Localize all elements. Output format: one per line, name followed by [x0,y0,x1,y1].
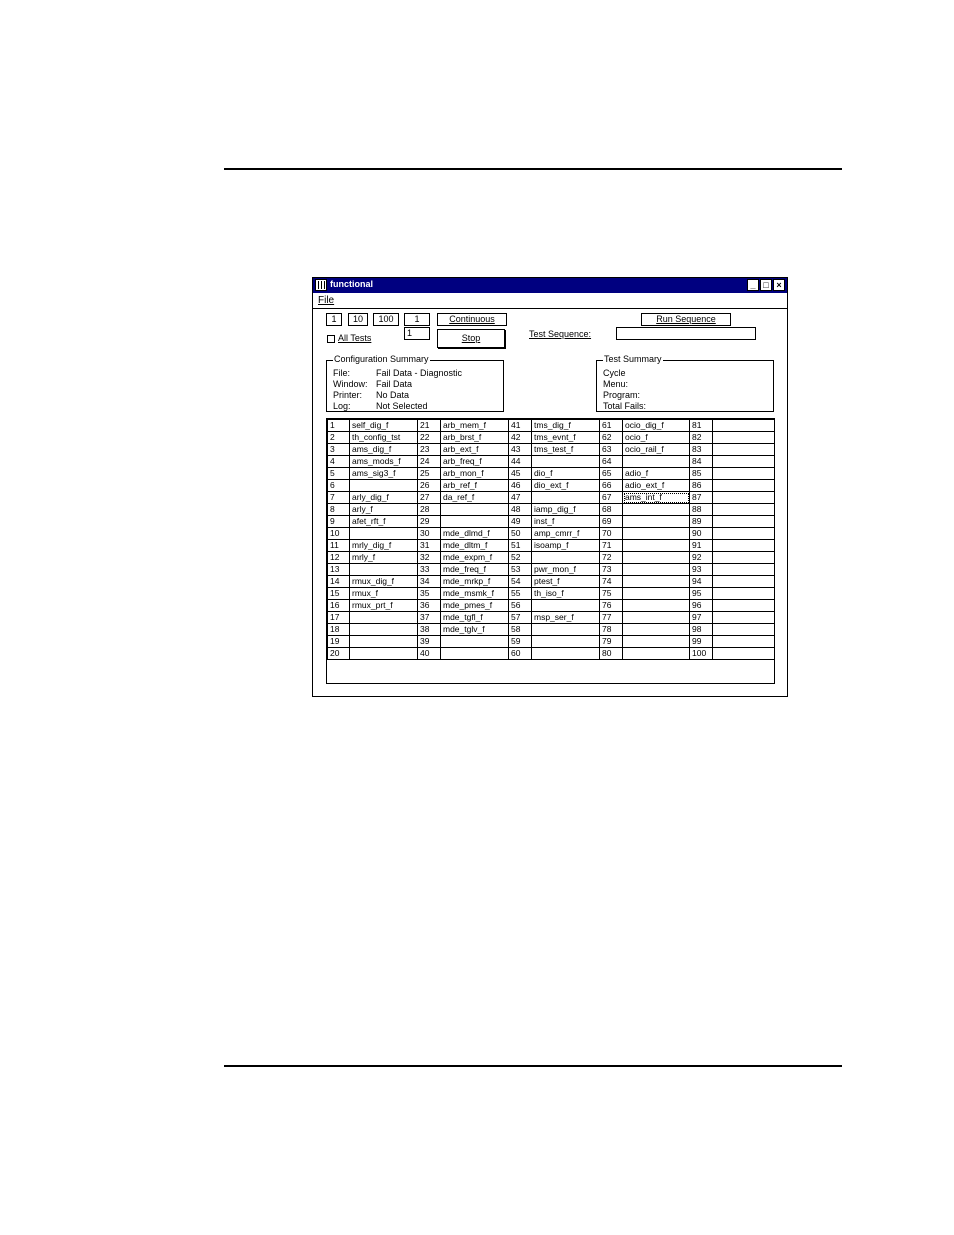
test-number-cell[interactable]: 39 [418,636,441,648]
test-number-cell[interactable]: 96 [690,600,713,612]
test-number-cell[interactable]: 38 [418,624,441,636]
test-number-cell[interactable]: 57 [509,612,532,624]
test-number-cell[interactable]: 79 [600,636,623,648]
test-name-cell[interactable]: adio_f [623,468,690,480]
test-name-cell[interactable] [623,528,690,540]
test-name-cell[interactable] [713,540,775,552]
test-number-cell[interactable]: 22 [418,432,441,444]
test-number-cell[interactable]: 72 [600,552,623,564]
test-name-cell[interactable]: amp_cmrr_f [532,528,600,540]
count-10-button[interactable]: 10 [348,313,368,326]
test-number-cell[interactable]: 91 [690,540,713,552]
test-number-cell[interactable]: 67 [600,492,623,504]
test-name-cell[interactable]: iamp_dig_f [532,504,600,516]
test-name-cell[interactable] [623,576,690,588]
test-number-cell[interactable]: 77 [600,612,623,624]
test-number-cell[interactable]: 92 [690,552,713,564]
test-number-cell[interactable]: 64 [600,456,623,468]
test-name-cell[interactable] [623,564,690,576]
config-printer-label: Printer: [333,390,363,400]
test-number-cell[interactable]: 88 [690,504,713,516]
config-file-label: File: [333,368,351,378]
test-name-cell[interactable]: ams_mods_f [350,456,418,468]
test-name-cell[interactable] [623,648,690,660]
test-number-cell[interactable]: 24 [418,456,441,468]
test-summary-title: Test Summary [604,354,662,364]
config-log-label: Log: [333,401,351,411]
test-number-cell[interactable]: 35 [418,588,441,600]
test-number-cell[interactable]: 100 [690,648,713,660]
test-name-cell[interactable] [350,636,418,648]
test-number-cell[interactable]: 34 [418,576,441,588]
app-icon[interactable] [315,279,327,291]
test-name-cell[interactable] [532,456,600,468]
test-name-cell[interactable] [713,420,775,432]
table-row [328,600,775,612]
test-number-cell[interactable]: 28 [418,504,441,516]
test-number-cell[interactable]: 73 [600,564,623,576]
test-name-cell[interactable] [532,624,600,636]
window-title: functional [330,279,373,289]
test-name-cell[interactable] [623,456,690,468]
test-name-cell[interactable]: da_ref_f [441,492,509,504]
table-row [328,480,775,492]
test-name-cell[interactable] [441,648,509,660]
test-name-cell[interactable]: mde_mrkp_f [441,576,509,588]
test-name-cell[interactable]: tms_dig_f [532,420,600,432]
test-name-cell[interactable]: mrly_dig_f [350,540,418,552]
test-name-cell[interactable] [441,516,509,528]
test-name-cell[interactable]: pwr_mon_f [532,564,600,576]
test-number-cell[interactable]: 21 [418,420,441,432]
test-name-cell[interactable] [713,600,775,612]
test-number-cell[interactable]: 17 [328,612,350,624]
test-name-cell[interactable]: dio_f [532,468,600,480]
test-number-cell[interactable]: 93 [690,564,713,576]
test-name-cell[interactable]: mde_tglv_f [441,624,509,636]
config-file-row [333,368,462,378]
test-number-cell[interactable]: 18 [328,624,350,636]
table-row [328,528,775,540]
test-name-cell[interactable] [713,444,775,456]
test-name-cell[interactable]: mde_dlmd_f [441,528,509,540]
test-name-cell[interactable] [713,636,775,648]
test-number-cell[interactable]: 80 [600,648,623,660]
test-name-cell[interactable]: arb_ref_f [441,480,509,492]
test-name-cell[interactable]: ptest_f [532,576,600,588]
test-name-cell[interactable] [441,504,509,516]
test-number-cell[interactable]: 55 [509,588,532,600]
test-name-cell[interactable]: ams_dig_f [350,444,418,456]
test-number-cell[interactable]: 46 [509,480,532,492]
test-number-cell[interactable]: 62 [600,432,623,444]
test-summary-group [596,354,774,412]
test-name-cell[interactable]: th_config_tst [350,432,418,444]
all-tests-checkbox[interactable] [327,335,335,343]
table-row [328,576,775,588]
test-name-cell[interactable]: ocio_dig_f [623,420,690,432]
test-name-cell[interactable]: mde_msmk_f [441,588,509,600]
table-row [328,540,775,552]
test-number-cell[interactable]: 84 [690,456,713,468]
test-number-cell[interactable]: 76 [600,600,623,612]
test-name-cell[interactable]: arb_mem_f [441,420,509,432]
test-name-cell[interactable] [713,504,775,516]
test-number-cell[interactable]: 36 [418,600,441,612]
test-number-cell[interactable]: 81 [690,420,713,432]
test-number-cell[interactable]: 47 [509,492,532,504]
test-name-cell[interactable] [623,624,690,636]
test-name-cell[interactable] [350,528,418,540]
test-number-cell[interactable]: 7 [328,492,350,504]
test-name-cell[interactable] [713,468,775,480]
count-1-button[interactable]: 1 [326,313,342,326]
config-window-label: Window: [333,379,368,389]
test-number-cell[interactable]: 86 [690,480,713,492]
test-name-cell[interactable] [623,504,690,516]
test-number-cell[interactable]: 63 [600,444,623,456]
table-row [328,612,775,624]
test-number-cell[interactable]: 56 [509,600,532,612]
test-name-cell[interactable] [532,600,600,612]
test-number-cell[interactable]: 42 [509,432,532,444]
test-number-cell[interactable]: 13 [328,564,350,576]
test-number-cell[interactable]: 50 [509,528,532,540]
test-number-cell[interactable]: 41 [509,420,532,432]
test-name-cell[interactable]: ams_sig3_f [350,468,418,480]
test-table-body [328,420,775,660]
test-name-cell[interactable]: tms_evnt_f [532,432,600,444]
test-name-cell[interactable] [713,576,775,588]
test-name-cell[interactable] [532,552,600,564]
table-row [328,456,775,468]
test-name-cell[interactable]: rmux_dig_f [350,576,418,588]
page-header-rule [224,168,842,170]
test-number-cell[interactable]: 59 [509,636,532,648]
test-name-cell[interactable]: mde_tgfl_f [441,612,509,624]
test-name-cell[interactable] [623,552,690,564]
test-number-cell[interactable]: 1 [328,420,350,432]
test-number-cell[interactable]: 83 [690,444,713,456]
test-number-cell[interactable]: 32 [418,552,441,564]
test-summary-program: Program: [603,390,641,400]
test-summary-cycle: Cycle [603,368,626,378]
test-number-cell[interactable]: 31 [418,540,441,552]
table-row [328,648,775,660]
test-name-cell[interactable]: adio_ext_f [623,480,690,492]
functional-window [312,277,788,697]
test-name-cell[interactable]: arly_f [350,504,418,516]
count-value-field[interactable]: 1 [404,313,430,326]
run-sequence-button[interactable] [641,313,731,326]
loop-count-input[interactable]: 1 [404,327,430,340]
test-name-cell[interactable]: msp_ser_f [532,612,600,624]
test-number-cell[interactable]: 40 [418,648,441,660]
test-number-cell[interactable]: 98 [690,624,713,636]
test-number-cell[interactable]: 48 [509,504,532,516]
test-number-cell[interactable]: 20 [328,648,350,660]
test-number-cell[interactable]: 44 [509,456,532,468]
test-name-cell[interactable] [350,624,418,636]
test-name-cell[interactable] [350,480,418,492]
table-row [328,636,775,648]
config-log-value: Not Selected [376,401,428,411]
test-name-cell[interactable] [713,516,775,528]
test-number-cell[interactable]: 25 [418,468,441,480]
test-number-cell[interactable]: 61 [600,420,623,432]
run-sequence-button-label: Run Sequence [656,314,716,324]
test-name-cell[interactable] [623,540,690,552]
config-window-row [333,379,412,389]
test-number-cell[interactable]: 30 [418,528,441,540]
test-name-cell[interactable]: ams_int_f [623,492,690,504]
test-number-cell[interactable]: 11 [328,540,350,552]
test-number-cell[interactable]: 53 [509,564,532,576]
test-name-cell[interactable] [713,432,775,444]
test-name-cell[interactable] [623,516,690,528]
menu-file[interactable]: File [318,295,335,306]
test-number-cell[interactable]: 19 [328,636,350,648]
table-row [328,588,775,600]
test-number-cell[interactable]: 66 [600,480,623,492]
menu-bar [313,293,787,309]
test-name-cell[interactable]: rmux_f [350,588,418,600]
config-window-value: Fail Data [376,379,413,389]
test-name-cell[interactable]: afet_rft_f [350,516,418,528]
test-number-cell[interactable]: 97 [690,612,713,624]
test-name-cell[interactable]: ocio_rail_f [623,444,690,456]
maximize-icon[interactable]: □ [760,279,772,291]
table-row [328,504,775,516]
test-number-cell[interactable]: 71 [600,540,623,552]
test-name-cell[interactable] [441,636,509,648]
table-row [328,492,775,504]
all-tests-label[interactable]: All Tests [338,333,372,343]
test-table [327,419,775,660]
test-name-cell[interactable]: self_dig_f [350,420,418,432]
test-number-cell[interactable]: 8 [328,504,350,516]
test-name-cell[interactable] [713,492,775,504]
test-name-cell[interactable]: rmux_prt_f [350,600,418,612]
test-number-cell[interactable]: 43 [509,444,532,456]
config-file-value: Fail Data - Diagnostic [376,368,463,378]
test-name-cell[interactable]: mde_dltm_f [441,540,509,552]
page-footer-rule [224,1065,842,1067]
test-name-cell[interactable] [713,612,775,624]
test-number-cell[interactable]: 6 [328,480,350,492]
test-name-cell[interactable]: ocio_f [623,432,690,444]
test-name-cell[interactable] [713,624,775,636]
test-number-cell[interactable]: 90 [690,528,713,540]
test-number-cell[interactable]: 65 [600,468,623,480]
test-grid [326,418,775,684]
test-number-cell[interactable]: 27 [418,492,441,504]
test-name-cell[interactable]: arly_dig_f [350,492,418,504]
test-number-cell[interactable]: 89 [690,516,713,528]
configuration-summary-group [326,354,504,412]
table-row [328,444,775,456]
test-name-cell[interactable]: isoamp_f [532,540,600,552]
test-number-cell[interactable]: 60 [509,648,532,660]
test-name-cell[interactable] [713,564,775,576]
test-number-cell[interactable]: 74 [600,576,623,588]
test-number-cell[interactable]: 78 [600,624,623,636]
test-number-cell[interactable]: 12 [328,552,350,564]
test-number-cell[interactable]: 26 [418,480,441,492]
test-number-cell[interactable]: 23 [418,444,441,456]
test-name-cell[interactable] [623,588,690,600]
test-name-cell[interactable] [350,648,418,660]
test-number-cell[interactable]: 95 [690,588,713,600]
test-number-cell[interactable]: 16 [328,600,350,612]
test-name-cell[interactable]: arb_mon_f [441,468,509,480]
table-row [328,516,775,528]
table-row [328,624,775,636]
test-number-cell[interactable]: 45 [509,468,532,480]
test-name-cell[interactable]: th_iso_f [532,588,600,600]
test-name-cell[interactable] [350,612,418,624]
test-name-cell[interactable] [350,564,418,576]
test-name-cell[interactable] [713,456,775,468]
test-summary-menu: Menu: [603,379,629,389]
test-number-cell[interactable]: 15 [328,588,350,600]
test-number-cell[interactable]: 49 [509,516,532,528]
test-number-cell[interactable]: 68 [600,504,623,516]
test-name-cell[interactable] [623,600,690,612]
test-name-cell[interactable]: mde_pmes_f [441,600,509,612]
table-row [328,432,775,444]
test-sequence-label: Test Sequence: [529,329,592,339]
test-name-cell[interactable]: arb_brst_f [441,432,509,444]
test-name-cell[interactable] [532,648,600,660]
test-name-cell[interactable] [532,492,600,504]
test-number-cell[interactable]: 10 [328,528,350,540]
test-number-cell[interactable]: 94 [690,576,713,588]
test-name-cell[interactable] [713,552,775,564]
table-row [328,564,775,576]
test-number-cell[interactable]: 54 [509,576,532,588]
test-number-cell[interactable]: 58 [509,624,532,636]
test-number-cell[interactable]: 70 [600,528,623,540]
test-name-cell[interactable] [713,528,775,540]
test-number-cell[interactable]: 99 [690,636,713,648]
table-row [328,468,775,480]
continuous-button-label: Continuous [449,314,495,324]
test-name-cell[interactable] [713,648,775,660]
test-number-cell[interactable]: 29 [418,516,441,528]
test-name-cell[interactable] [713,588,775,600]
test-number-cell[interactable]: 5 [328,468,350,480]
test-number-cell[interactable]: 87 [690,492,713,504]
test-name-cell[interactable]: dio_ext_f [532,480,600,492]
test-number-cell[interactable]: 14 [328,576,350,588]
test-name-cell[interactable]: mrly_f [350,552,418,564]
test-name-cell[interactable]: mde_expm_f [441,552,509,564]
close-icon[interactable]: × [773,279,785,291]
config-printer-row [333,390,409,400]
test-number-cell[interactable]: 69 [600,516,623,528]
test-number-cell[interactable]: 4 [328,456,350,468]
test-number-cell[interactable]: 2 [328,432,350,444]
table-row [328,420,775,432]
count-100-button[interactable]: 100 [373,313,399,326]
test-number-cell[interactable]: 9 [328,516,350,528]
test-name-cell[interactable]: inst_f [532,516,600,528]
test-name-cell[interactable] [713,480,775,492]
minimize-icon[interactable]: _ [747,279,759,291]
test-number-cell[interactable]: 52 [509,552,532,564]
test-number-cell[interactable]: 82 [690,432,713,444]
test-sequence-input[interactable] [616,327,756,340]
continuous-button[interactable] [437,313,507,326]
test-number-cell[interactable]: 3 [328,444,350,456]
test-name-cell[interactable]: arb_freq_f [441,456,509,468]
test-name-cell[interactable] [623,612,690,624]
test-number-cell[interactable]: 85 [690,468,713,480]
table-row [328,552,775,564]
test-number-cell[interactable]: 37 [418,612,441,624]
title-bar[interactable] [313,278,787,293]
test-name-cell[interactable] [532,636,600,648]
configuration-summary-title: Configuration Summary [334,354,429,364]
test-number-cell[interactable]: 33 [418,564,441,576]
config-log-row [333,401,428,411]
test-summary-total-fails: Total Fails: [603,401,647,411]
config-printer-value: No Data [376,390,410,400]
test-name-cell[interactable]: arb_ext_f [441,444,509,456]
test-name-cell[interactable]: tms_test_f [532,444,600,456]
test-number-cell[interactable]: 51 [509,540,532,552]
stop-button-label: Stop [461,333,481,343]
stop-button[interactable] [437,329,505,348]
test-name-cell[interactable]: mde_freq_f [441,564,509,576]
test-number-cell[interactable]: 75 [600,588,623,600]
test-name-cell[interactable] [623,636,690,648]
